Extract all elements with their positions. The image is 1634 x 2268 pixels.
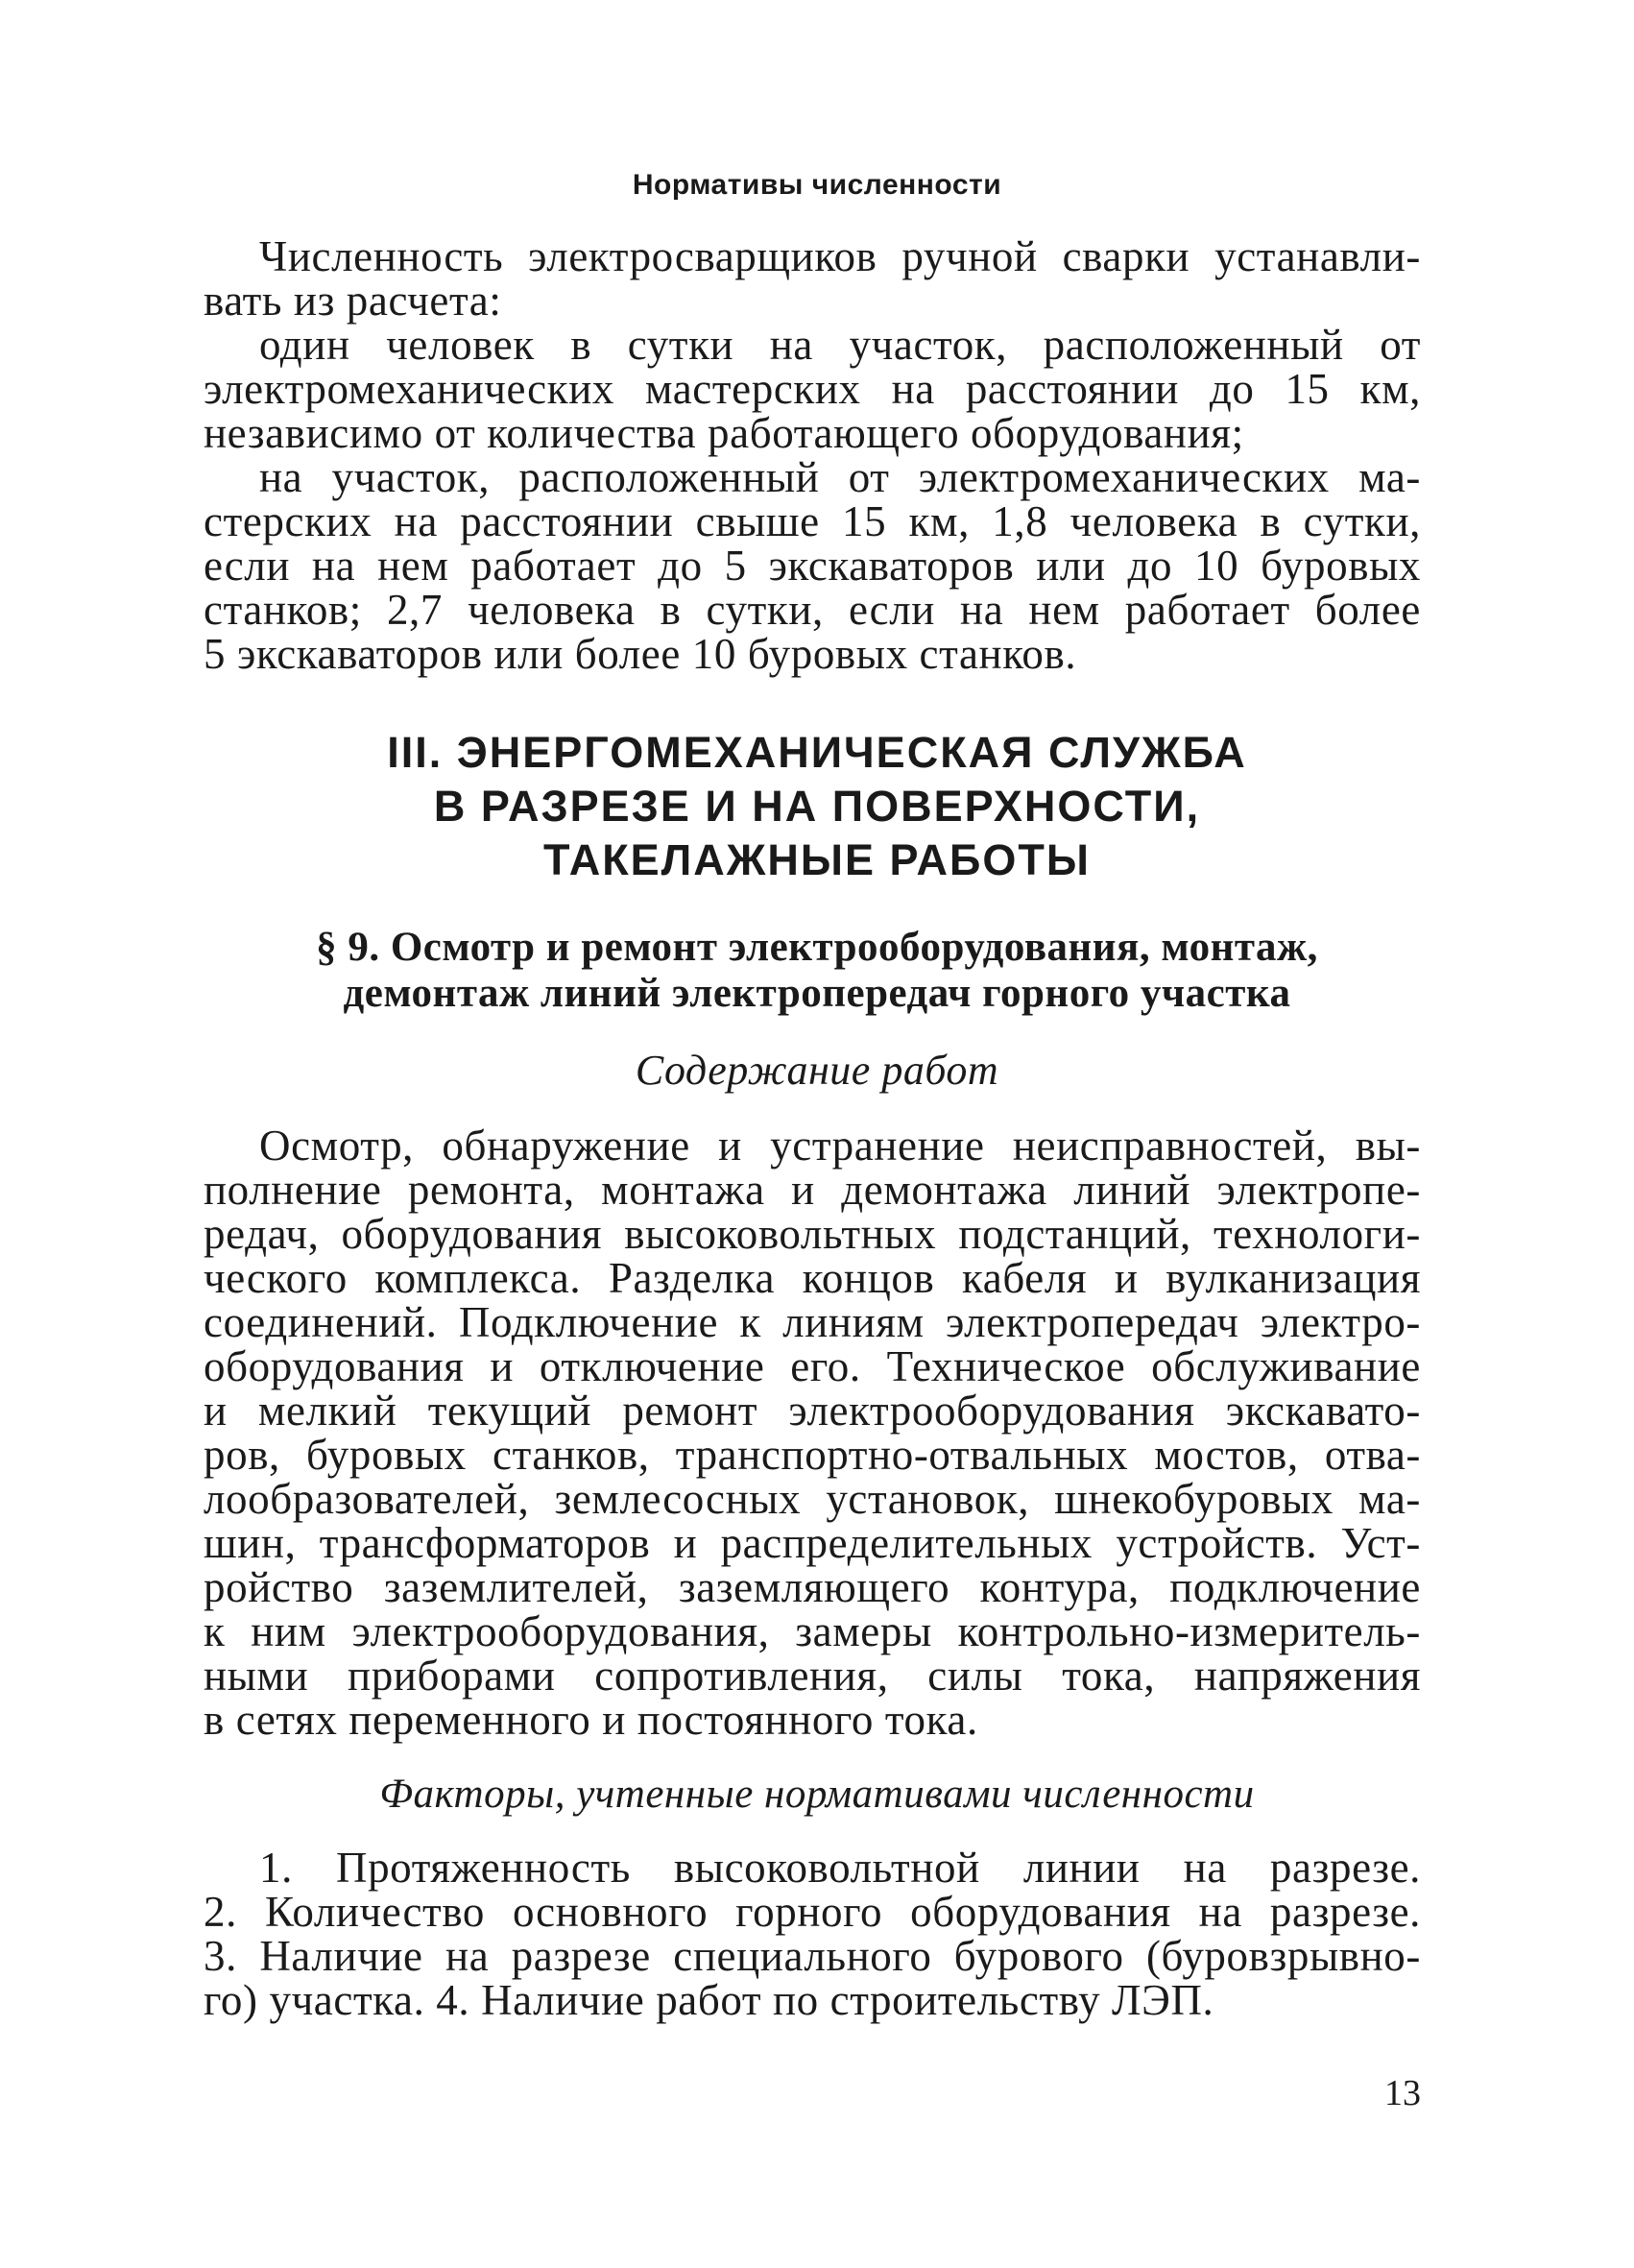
chapter-heading-line: III. ЭНЕРГОМЕХАНИЧЕСКАЯ СЛУЖБА: [387, 728, 1247, 777]
work-content-line: шин, трансформаторов и распределительных устройств. Уст-: [204, 1519, 1421, 1567]
page-number: 13: [1384, 2073, 1421, 2113]
factors-line: 1. Протяженность высоковольтной линии на разрезе.: [259, 1844, 1421, 1892]
intro-line: вать из расчета:: [204, 277, 502, 325]
factors-line: 2. Количество основного горного оборудования на разрезе.: [204, 1888, 1421, 1936]
work-content-line: оборудования и отключение его. Техническое обслуживание: [204, 1342, 1421, 1390]
work-content-line: ными приборами сопротивления, силы тока, напряжения: [204, 1652, 1421, 1700]
running-header: Нормативы численности: [632, 169, 1002, 201]
work-content-line: ройство заземлителей, заземляющего контура, подключение: [204, 1563, 1421, 1611]
intro-line: станков; 2,7 человека в сутки, если на нем работает более: [204, 586, 1421, 634]
intro-line: если на нем работает до 5 экскаваторов или до 10 буровых: [204, 542, 1421, 590]
factors-line: го) участка. 4. Наличие работ по строительству ЛЭП.: [204, 1976, 1214, 2024]
work-content-line: ческого комплекса. Разделка концов кабеля и вулканизация: [204, 1254, 1421, 1302]
work-content-line: лообразователей, землесосных установок, шнекобуровых ма-: [204, 1475, 1421, 1523]
work-content-line: в сетях переменного и постоянного тока.: [204, 1696, 978, 1744]
work-content-line: редач, оборудования высоковольтных подстанций, технологи-: [204, 1210, 1421, 1258]
section-heading-line: § 9. Осмотр и ремонт электрооборудования, монтаж,: [316, 925, 1318, 970]
section-heading-line: демонтаж линий электропередач горного участка: [343, 971, 1291, 1016]
work-content-heading: Содержание работ: [635, 1047, 999, 1094]
intro-line: 5 экскаваторов или более 10 буровых станков.: [204, 630, 1077, 678]
work-content-line: Осмотр, обнаружение и устранение неисправностей, вы-: [259, 1122, 1421, 1170]
intro-line: один человек в сутки на участок, расположенный от: [259, 321, 1421, 369]
factors-heading: Факторы, учтенные нормативами численности: [379, 1772, 1255, 1817]
intro-line: электромеханических мастерских на расстоянии до 15 км,: [204, 365, 1421, 413]
work-content-line: к ним электрооборудования, замеры контрольно-измеритель-: [204, 1607, 1421, 1655]
factors-line: 3. Наличие на разрезе специального бурового (буровзрывно-: [204, 1932, 1421, 1980]
intro-line: независимо от количества работающего оборудования;: [204, 409, 1244, 457]
chapter-heading-line: В РАЗРЕЗЕ И НА ПОВЕРХНОСТИ,: [433, 782, 1201, 831]
chapter-heading-line: ТАКЕЛАЖНЫЕ РАБОТЫ: [543, 835, 1091, 884]
intro-line: Численность электросварщиков ручной сварки устанавли-: [259, 232, 1421, 280]
intro-line: стерских на расстоянии свыше 15 км, 1,8 человека в сутки,: [204, 497, 1421, 545]
intro-line: на участок, расположенный от электромеханических ма-: [259, 453, 1421, 501]
work-content-line: полнение ремонта, монтажа и демонтажа линий электропе-: [204, 1166, 1421, 1214]
work-content-line: ров, буровых станков, транспортно-отвальных мостов, отва-: [204, 1431, 1421, 1479]
work-content-line: и мелкий текущий ремонт электрооборудования экскавато-: [204, 1387, 1421, 1435]
work-content-line: соединений. Подключение к линиям электропередач электро-: [204, 1298, 1421, 1346]
